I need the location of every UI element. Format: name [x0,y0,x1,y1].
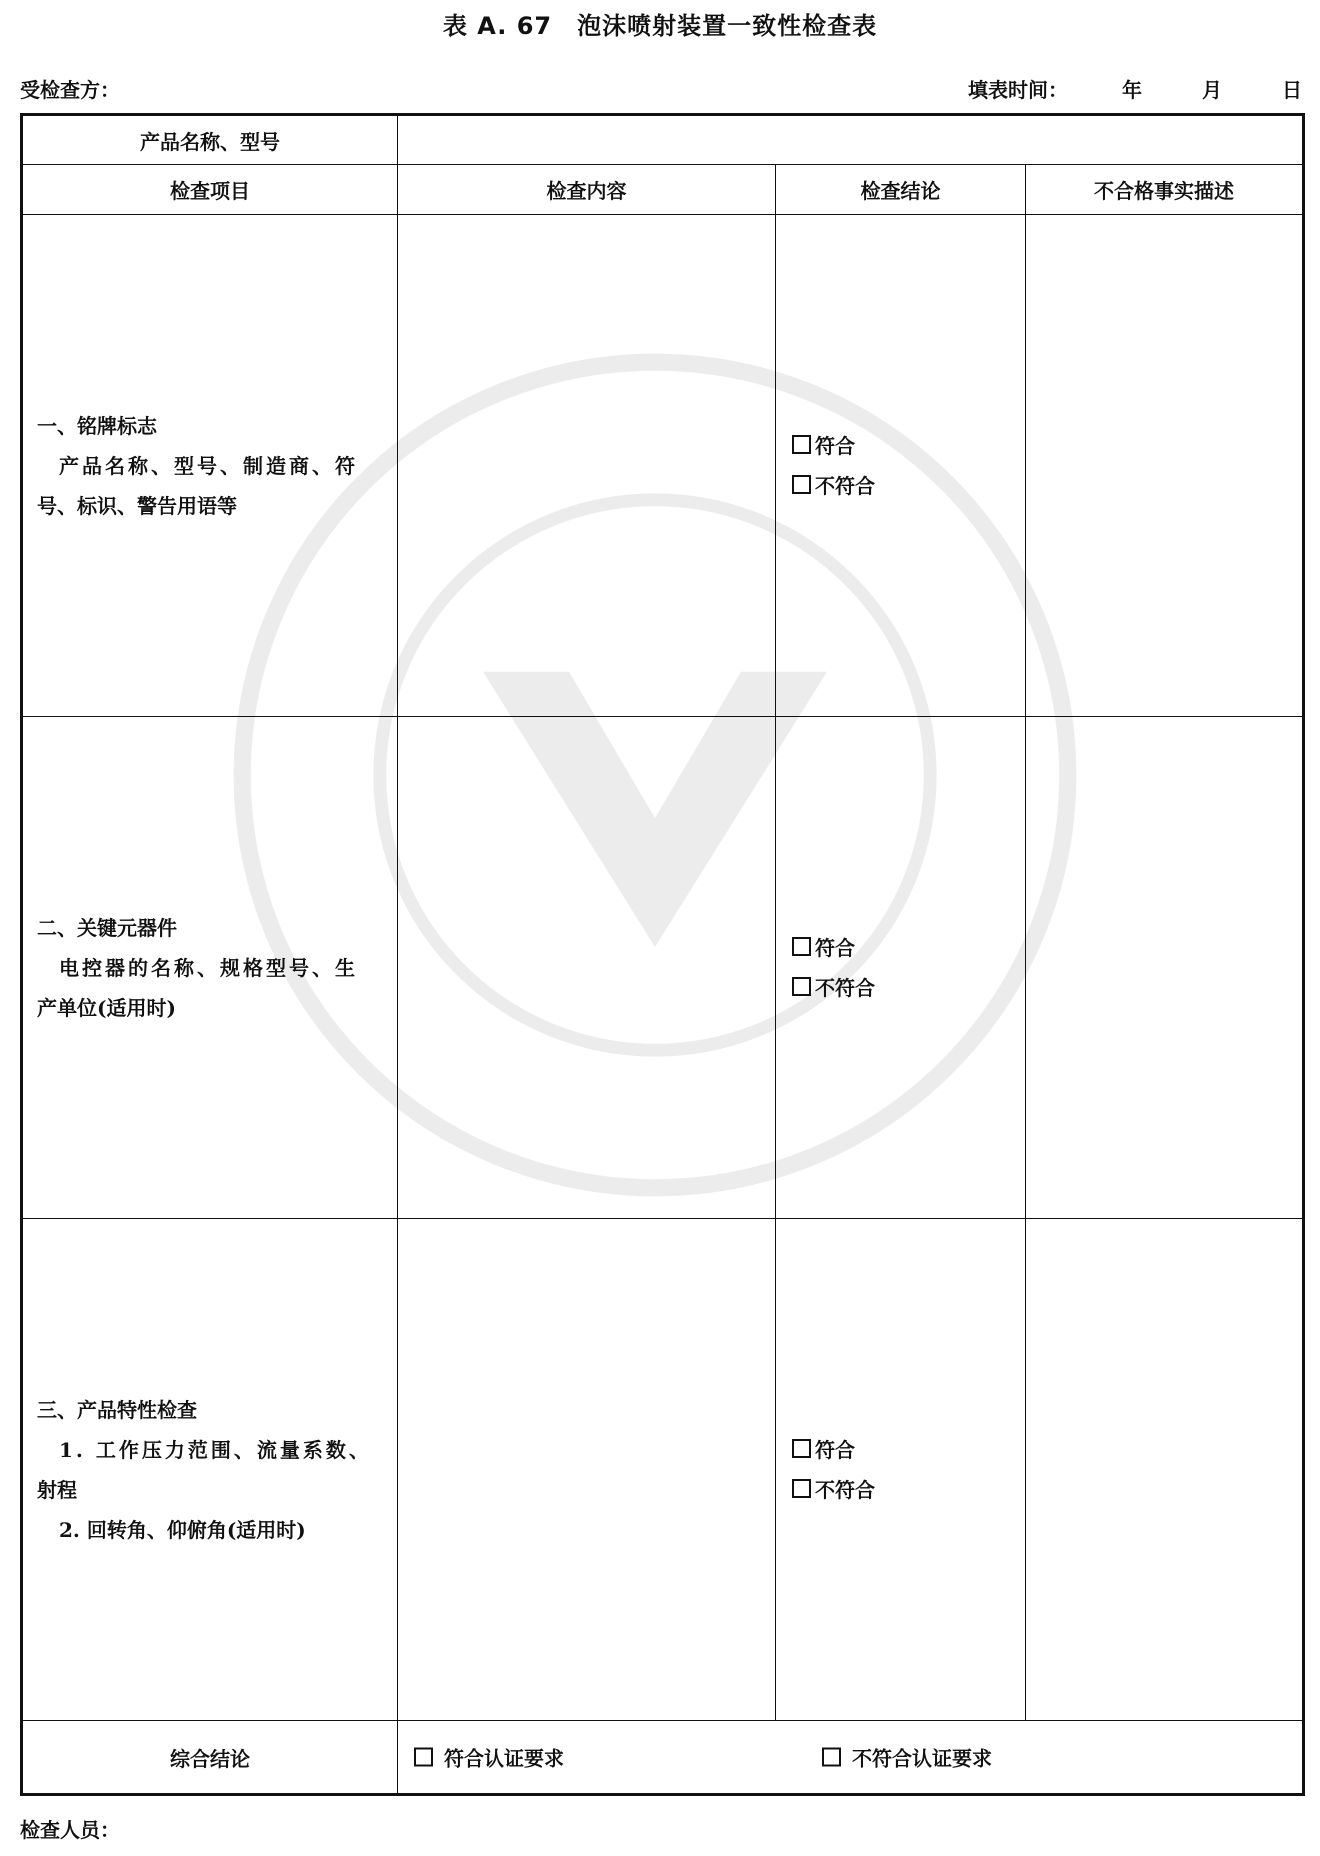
inspected-party-label: 受检查方： [20,78,120,102]
item-cell [22,717,398,1219]
checkbox-icon[interactable] [822,1748,841,1767]
fill-date-year: 年 [1122,78,1142,102]
conclusion-cell [776,717,1026,1219]
description-cell[interactable] [1026,215,1304,717]
fill-date-label: 填表时间： [968,78,1068,102]
fill-date-day: 日 [1282,78,1302,102]
header-conclusion: 检查结论 [776,165,1026,215]
option-label: 符合 [815,433,855,458]
checkbox-icon[interactable] [792,1479,811,1498]
inspection-table [20,113,1305,1796]
table-row [22,717,1304,1219]
item-line: 射程 [37,1477,77,1502]
option-nonconform[interactable] [792,466,1025,506]
content-cell[interactable] [398,717,776,1219]
conclusion-cell [776,215,1026,717]
description-cell[interactable] [1026,717,1304,1219]
option-conform[interactable] [792,928,1025,968]
option-nonconform[interactable] [792,968,1025,1008]
checkbox-icon[interactable] [792,977,811,996]
checkbox-icon[interactable] [792,937,811,956]
checkbox-icon[interactable] [792,1439,811,1458]
conclusion-cell [776,1219,1026,1721]
option-conform[interactable] [792,426,1025,466]
checkbox-icon[interactable] [414,1748,433,1767]
product-row [22,115,1304,165]
product-value[interactable] [398,115,1304,165]
item-line: 2. 回转角、仰俯角(适用时) [59,1517,306,1542]
option-label: 不符合认证要求 [851,1746,992,1771]
item-title: 三、产品特性检查 [37,1397,197,1422]
summary-option-nonconform[interactable] [822,1743,992,1772]
option-label: 符合认证要求 [443,1746,564,1771]
item-line: 产单位(适用时) [37,995,176,1020]
item-line: 号、标识、警告用语等 [37,493,237,518]
summary-option-conform[interactable] [414,1743,564,1772]
header-content: 检查内容 [398,165,776,215]
option-nonconform[interactable] [792,1470,1025,1510]
table-row [22,215,1304,717]
option-label: 不符合 [815,1477,875,1502]
summary-label: 综合结论 [22,1721,398,1795]
item-cell [22,1219,398,1721]
content-cell[interactable] [398,1219,776,1721]
header-row [22,165,1304,215]
fill-date-month: 月 [1202,78,1222,102]
checkbox-icon[interactable] [792,435,811,454]
content-cell[interactable] [398,215,776,717]
item-title: 二、关键元器件 [37,915,177,940]
summary-row [22,1721,1304,1795]
option-label: 符合 [815,935,855,960]
inspector-label: 检查人员： [20,1818,120,1842]
item-title: 一、铭牌标志 [37,413,157,438]
item-line: 1. 工作压力范围、流量系数、 [59,1437,372,1462]
summary-options-cell [398,1721,1304,1795]
item-line: 电控器的名称、规格型号、生 [59,955,358,980]
option-label: 不符合 [815,473,875,498]
header-item: 检查项目 [22,165,398,215]
option-label: 符合 [815,1437,855,1462]
header-description: 不合格事实描述 [1026,165,1304,215]
item-line: 产品名称、型号、制造商、符 [59,453,358,478]
checkbox-icon[interactable] [792,475,811,494]
page-title: 表 A. 67 泡沫喷射装置一致性检查表 [442,12,878,40]
table-row [22,1219,1304,1721]
item-cell [22,215,398,717]
description-cell[interactable] [1026,1219,1304,1721]
product-label: 产品名称、型号 [22,115,398,165]
option-label: 不符合 [815,975,875,1000]
option-conform[interactable] [792,1430,1025,1470]
